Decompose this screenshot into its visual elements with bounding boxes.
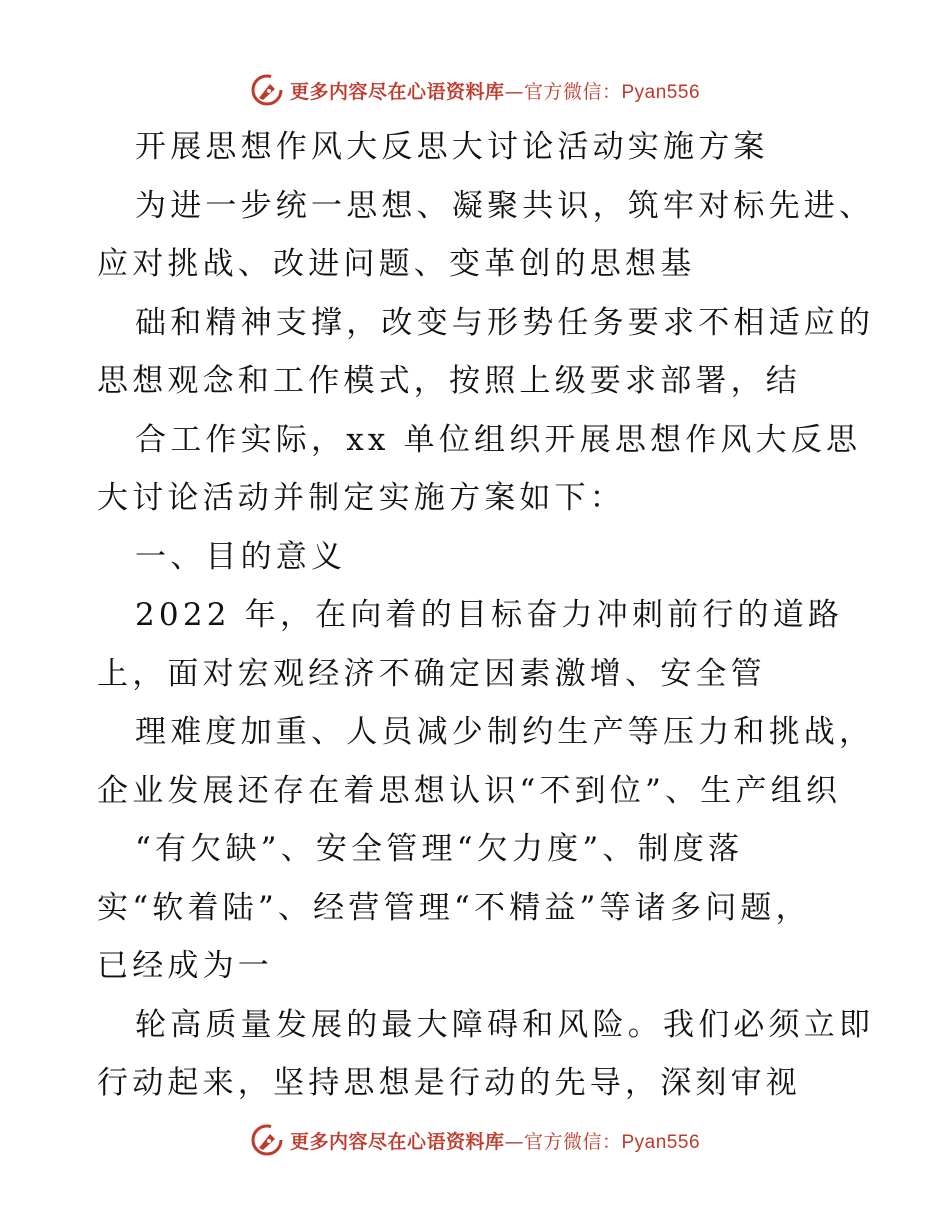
- banner-official-label: 官方微信：: [523, 1130, 622, 1153]
- paragraph-line: 2022 年，在向着的目标奋力冲刺前行的道路: [135, 597, 844, 633]
- paragraph-line: 实“软着陆”、经营管理“不精益”等诸多问题，: [97, 889, 811, 926]
- paragraph-line: 础和精神支撑，改变与形势任务要求不相适应的: [135, 304, 875, 341]
- paragraph-line: 轮高质量发展的最大障碍和风险。我们必须立即: [135, 1006, 875, 1043]
- banner-wechat-id: Pyan556: [621, 1131, 701, 1153]
- paragraph-line: 思想观念和工作模式，按照上级要求部署，结: [97, 363, 801, 399]
- banner-content: [250, 73, 700, 107]
- pen-nib-logo-icon: [250, 73, 284, 107]
- banner-separator: —: [504, 1130, 524, 1153]
- document-title: 开展思想作风大反思大讨论活动实施方案: [135, 129, 769, 165]
- paragraph-line: 上，面对宏观经济不确定因素激增、安全管: [97, 655, 766, 692]
- banner-lead-text: 更多内容尽在心语资料库: [289, 80, 505, 103]
- banner-lead-text: 更多内容尽在心语资料库: [289, 1130, 505, 1153]
- header-banner: [0, 70, 950, 110]
- paragraph-line: 大讨论活动并制定实施方案如下：: [97, 480, 625, 516]
- banner-text: [290, 1127, 700, 1154]
- banner-separator: —: [504, 80, 524, 103]
- section-heading: 一、目的意义: [135, 538, 347, 575]
- banner-wechat-id: Pyan556: [621, 81, 701, 103]
- banner-content: [250, 1123, 700, 1157]
- paragraph-line: 企业发展还存在着思想认识“不到位”、生产组织: [97, 772, 842, 809]
- banner-official-label: 官方微信：: [523, 80, 622, 103]
- paragraph-line: “有欠缺”、安全管理“欠力度”、制度落: [135, 831, 744, 867]
- paragraph-line: 为进一步统一思想、凝聚共识，筑牢对标先进、: [135, 187, 875, 224]
- paragraph-line: 行动起来，坚持思想是行动的先导，深刻审视: [97, 1065, 801, 1101]
- paragraph-line: 合工作实际，xx 单位组织开展思想作风大反思: [135, 421, 862, 458]
- banner-text: [290, 77, 700, 104]
- paragraph-line: 理难度加重、人员减少制约生产等压力和挑战，: [135, 714, 875, 750]
- paragraph-line: 已经成为一: [97, 948, 273, 984]
- footer-banner: [0, 1120, 950, 1160]
- pen-nib-logo-icon: [250, 1123, 284, 1157]
- paragraph-line: 应对挑战、改进问题、变革创的思想基: [97, 246, 696, 282]
- document-body: [97, 118, 875, 1113]
